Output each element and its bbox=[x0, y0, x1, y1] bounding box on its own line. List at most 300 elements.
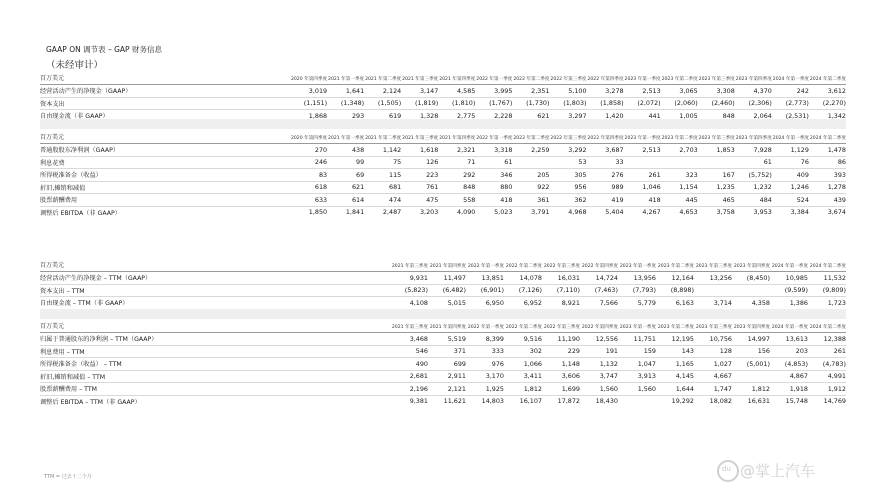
table-cell: 7,566 bbox=[599, 298, 618, 307]
table-cell: (2,773) bbox=[772, 97, 809, 110]
table-cell: 223 bbox=[401, 169, 438, 182]
table-cell: 6,952 bbox=[523, 298, 542, 307]
column-header: 2023 年第二季度 bbox=[661, 70, 698, 85]
table-cell: 11,190 bbox=[542, 333, 580, 346]
column-header: 2022 年第三季度 bbox=[549, 129, 586, 144]
table-cell: 12,164 bbox=[656, 272, 694, 285]
table-cell: (8,450) bbox=[732, 272, 770, 285]
unit-label: 百万美元 bbox=[40, 70, 290, 85]
table-cell: 9,931 bbox=[390, 272, 428, 285]
table-cell: 361 bbox=[512, 194, 549, 207]
table-cell: 1,129 bbox=[772, 144, 809, 157]
table-cell: 2,064 bbox=[753, 111, 772, 120]
table-cell: 9,381 bbox=[409, 397, 428, 406]
table-cell: 3,791 bbox=[531, 208, 550, 217]
table-cell: 33 bbox=[587, 156, 624, 169]
column-header: 2021 年第三季度 bbox=[401, 70, 438, 85]
table-cell: 1,154 bbox=[661, 181, 698, 194]
table-cell: 3,612 bbox=[809, 85, 846, 98]
column-header: 2023 年第三季度 bbox=[698, 70, 735, 85]
table-cell: 13,256 bbox=[694, 272, 732, 285]
table-cell: 3,468 bbox=[390, 333, 428, 346]
table-cell: 2,775 bbox=[457, 111, 476, 120]
column-header: 2022 年第四季度 bbox=[580, 318, 618, 333]
row-label: 股票薪酬费用 – TTM bbox=[40, 383, 390, 396]
table-cell: (1,767) bbox=[475, 97, 512, 110]
column-header: 2021 年第四季度 bbox=[438, 70, 475, 85]
row-label: 所得税准备金（收益） – TTM bbox=[40, 358, 390, 371]
table-cell: 19,292 bbox=[671, 397, 694, 406]
column-header: 2022 年第一季度 bbox=[466, 257, 504, 272]
table-row bbox=[40, 181, 846, 194]
table-cell: 4,370 bbox=[735, 85, 772, 98]
column-header: 2022 年第一季度 bbox=[466, 318, 504, 333]
column-header: 2022 年第三季度 bbox=[542, 257, 580, 272]
table-cell: (1,505) bbox=[364, 97, 401, 110]
table-cell: (4,783) bbox=[808, 358, 846, 371]
table-cell: 761 bbox=[401, 181, 438, 194]
table-cell: 5,100 bbox=[549, 85, 586, 98]
table-cell: 3,278 bbox=[587, 85, 624, 98]
row-label: 所得税准备金（收益） bbox=[40, 169, 290, 182]
column-header: 2022 年第二季度 bbox=[512, 129, 549, 144]
table-cell: 10,756 bbox=[694, 333, 732, 346]
table-cell: 15,748 bbox=[785, 397, 808, 406]
table-cell: 4,667 bbox=[694, 370, 732, 383]
row-label: 经营活动产生的净现金（GAAP） bbox=[40, 85, 290, 98]
table-cell: 203 bbox=[770, 345, 808, 358]
column-header: 2022 年第二季度 bbox=[504, 257, 542, 272]
table-cell: 6,163 bbox=[675, 298, 694, 307]
table-cell: 242 bbox=[772, 85, 809, 98]
table-cell: 1,723 bbox=[827, 298, 846, 307]
table-cell: 4,267 bbox=[642, 208, 661, 217]
table-cell: 16,031 bbox=[542, 272, 580, 285]
column-header: 2021 年第二季度 bbox=[364, 70, 401, 85]
column-header: 2024 年第一季度 bbox=[772, 129, 809, 144]
column-header: 2021 年第三季度 bbox=[390, 318, 428, 333]
table-cell: 474 bbox=[364, 194, 401, 207]
table-cell: 14,803 bbox=[481, 397, 504, 406]
table-cell: 292 bbox=[438, 169, 475, 182]
table-cell: (4,853) bbox=[770, 358, 808, 371]
table-cell: 3,019 bbox=[290, 85, 327, 98]
table-cell: 76 bbox=[772, 156, 809, 169]
unit-label: 百万美元 bbox=[40, 257, 390, 272]
column-header: 2024 年第一季度 bbox=[770, 318, 808, 333]
table-row bbox=[40, 144, 846, 157]
table-row bbox=[40, 333, 846, 346]
table-cell: 1,005 bbox=[679, 111, 698, 120]
table-cell: 4,585 bbox=[438, 85, 475, 98]
column-header: 2022 年第二季度 bbox=[512, 70, 549, 85]
table-cell: 99 bbox=[327, 156, 364, 169]
table-cell: 371 bbox=[428, 345, 466, 358]
table-cell: 1,560 bbox=[618, 383, 656, 396]
table-cell bbox=[512, 156, 549, 169]
row-label: 利息花费 bbox=[40, 156, 290, 169]
table-cell: 86 bbox=[809, 156, 846, 169]
table-cell: 490 bbox=[390, 358, 428, 371]
table-cell: 18,430 bbox=[595, 397, 618, 406]
row-label: 自由现金流（非 GAAP） bbox=[40, 113, 109, 121]
table-cell: 346 bbox=[475, 169, 512, 182]
table-cell: 558 bbox=[438, 194, 475, 207]
table-cell: 4,991 bbox=[808, 370, 846, 383]
table-cell: 13,956 bbox=[618, 272, 656, 285]
table-cell: (1,151) bbox=[290, 97, 327, 110]
table-cell: 16,107 bbox=[519, 397, 542, 406]
table-cell: 524 bbox=[772, 194, 809, 207]
table-row bbox=[40, 358, 846, 371]
table-cell: (2,072) bbox=[624, 97, 661, 110]
column-header: 2021 年第四季度 bbox=[428, 318, 466, 333]
table-cell: 3,384 bbox=[790, 208, 809, 217]
column-header: 2024 年第二季度 bbox=[808, 257, 846, 272]
table-cell: 9,516 bbox=[504, 333, 542, 346]
table-cell: 2,487 bbox=[382, 208, 402, 217]
free-cash-flow-quarterly-table bbox=[40, 70, 846, 122]
table-cell: 1,868 bbox=[308, 111, 328, 120]
table-cell: (1,810) bbox=[438, 97, 475, 110]
table-cell: 3,687 bbox=[587, 144, 624, 157]
row-label: 调整后 EBITDA – TTM（非 GAAP） bbox=[40, 398, 141, 406]
table-cell: 126 bbox=[401, 156, 438, 169]
table-cell: 1,560 bbox=[580, 383, 618, 396]
table-cell: 418 bbox=[475, 194, 512, 207]
table-cell: 2,911 bbox=[428, 370, 466, 383]
table-cell: 246 bbox=[290, 156, 327, 169]
table-cell: 3,147 bbox=[401, 85, 438, 98]
footer-note: TTM = 过去十二个月 bbox=[44, 474, 92, 480]
table-cell: (2,270) bbox=[809, 97, 846, 110]
table-cell: (2,060) bbox=[661, 97, 698, 110]
table-cell: 1,918 bbox=[770, 383, 808, 396]
table-cell: 418 bbox=[624, 194, 661, 207]
table-cell: 14,078 bbox=[504, 272, 542, 285]
table-cell: (7,110) bbox=[542, 284, 580, 297]
free-cash-flow-ttm-table bbox=[40, 257, 846, 309]
table-cell: 4,653 bbox=[679, 208, 698, 217]
table-cell: 1,246 bbox=[772, 181, 809, 194]
column-header: 2024 年第二季度 bbox=[808, 318, 846, 333]
table-cell: 2,513 bbox=[624, 85, 661, 98]
row-label: 资本支出 – TTM bbox=[40, 284, 390, 297]
table-cell: 441 bbox=[648, 111, 661, 120]
table-cell: 3,308 bbox=[698, 85, 735, 98]
table-cell: 5,779 bbox=[637, 298, 656, 307]
column-header: 2021 年第四季度 bbox=[428, 257, 466, 272]
table-cell: 1,232 bbox=[735, 181, 772, 194]
table-cell bbox=[661, 156, 698, 169]
table-cell: 3,606 bbox=[542, 370, 580, 383]
table-cell: 484 bbox=[735, 194, 772, 207]
table-cell: 75 bbox=[364, 156, 401, 169]
table-cell: 1,644 bbox=[656, 383, 694, 396]
table-cell: 1,853 bbox=[698, 144, 735, 157]
column-header: 2023 年第一季度 bbox=[618, 257, 656, 272]
table-cell: 128 bbox=[694, 345, 732, 358]
table-cell: 1,066 bbox=[504, 358, 542, 371]
table-cell: 3,747 bbox=[580, 370, 618, 383]
table-cell: 445 bbox=[661, 194, 698, 207]
row-label: 调整后 EBITDA（非 GAAP） bbox=[40, 209, 121, 217]
table-cell: 12,556 bbox=[580, 333, 618, 346]
table-cell bbox=[732, 370, 770, 383]
table-cell: 1,132 bbox=[580, 358, 618, 371]
watermark-logo-icon: du bbox=[717, 460, 739, 482]
unit-label: 百万美元 bbox=[40, 129, 290, 144]
column-header: 2021 年第二季度 bbox=[364, 129, 401, 144]
table-cell: (5,001) bbox=[732, 358, 770, 371]
table-cell: 419 bbox=[587, 194, 624, 207]
column-header: 2021 年第四季度 bbox=[438, 129, 475, 144]
table-cell: 633 bbox=[290, 194, 327, 207]
table-cell: 16,631 bbox=[747, 397, 770, 406]
page-title: GAAP ON 调节表 – GAP 财务信息 bbox=[46, 45, 162, 54]
column-header: 2023 年第一季度 bbox=[624, 129, 661, 144]
adjusted-ebitda-quarterly-table bbox=[40, 129, 846, 218]
table-cell: 83 bbox=[290, 169, 327, 182]
table-cell: 276 bbox=[587, 169, 624, 182]
table-cell: 11,532 bbox=[808, 272, 846, 285]
table-row bbox=[40, 85, 846, 98]
table-cell: (1,803) bbox=[549, 97, 586, 110]
table-cell: 546 bbox=[390, 345, 428, 358]
table-cell: 2,196 bbox=[390, 383, 428, 396]
table-cell: 4,108 bbox=[409, 298, 428, 307]
table-cell: 7,928 bbox=[735, 144, 772, 157]
table-cell: 3,714 bbox=[713, 298, 732, 307]
table-cell: (1,348) bbox=[327, 97, 364, 110]
table-cell: 1,342 bbox=[827, 111, 846, 120]
table-row bbox=[40, 194, 846, 207]
table-cell: 2,681 bbox=[390, 370, 428, 383]
table-cell: (5,823) bbox=[390, 284, 428, 297]
table-cell: 5,023 bbox=[494, 208, 513, 217]
column-header: 2022 年第一季度 bbox=[475, 129, 512, 144]
table-cell: 1,046 bbox=[624, 181, 661, 194]
table-row bbox=[40, 297, 846, 309]
table-cell: 13,613 bbox=[770, 333, 808, 346]
column-header: 2023 年第四季度 bbox=[732, 257, 770, 272]
column-header: 2023 年第二季度 bbox=[656, 257, 694, 272]
table-cell: 1,478 bbox=[809, 144, 846, 157]
table-cell: 1,278 bbox=[809, 181, 846, 194]
table-cell: 293 bbox=[351, 111, 365, 120]
column-header: 2023 年第二季度 bbox=[656, 318, 694, 333]
table-cell: 1,812 bbox=[732, 383, 770, 396]
table-cell: 1,420 bbox=[605, 111, 624, 120]
table-cell: 1,148 bbox=[542, 358, 580, 371]
column-header: 2023 年第四季度 bbox=[735, 129, 772, 144]
table-cell: 13,851 bbox=[466, 272, 504, 285]
table-cell: 261 bbox=[808, 345, 846, 358]
table-cell: 2,259 bbox=[512, 144, 549, 157]
table-cell bbox=[624, 156, 661, 169]
table-cell: 3,318 bbox=[475, 144, 512, 157]
table-cell: 3,411 bbox=[504, 370, 542, 383]
row-label: 股票薪酬费用 bbox=[40, 194, 290, 207]
table-cell: 1,912 bbox=[808, 383, 846, 396]
table-cell: (2,460) bbox=[698, 97, 735, 110]
column-header: 2024 年第二季度 bbox=[809, 70, 846, 85]
column-header: 2023 年第一季度 bbox=[618, 318, 656, 333]
table-cell: 3,674 bbox=[827, 208, 846, 217]
table-row bbox=[40, 370, 846, 383]
table-cell: 115 bbox=[364, 169, 401, 182]
table-cell: (6,901) bbox=[466, 284, 504, 297]
table-cell: 1,812 bbox=[504, 383, 542, 396]
column-header: 2022 年第三季度 bbox=[542, 318, 580, 333]
column-header: 2020 年第四季度 bbox=[290, 129, 327, 144]
column-header: 2021 年第一季度 bbox=[327, 70, 364, 85]
table-cell: 614 bbox=[327, 194, 364, 207]
table-cell: (2,306) bbox=[735, 97, 772, 110]
table-cell: 4,968 bbox=[568, 208, 587, 217]
table-cell: 18,082 bbox=[709, 397, 732, 406]
table-cell: 11,497 bbox=[428, 272, 466, 285]
table-cell: 699 bbox=[428, 358, 466, 371]
table-cell: 205 bbox=[512, 169, 549, 182]
table-cell: (7,793) bbox=[618, 284, 656, 297]
table-cell: 5,519 bbox=[428, 333, 466, 346]
row-label: 利息费用 – TTM bbox=[40, 345, 390, 358]
column-header: 2023 年第三季度 bbox=[694, 257, 732, 272]
table-row bbox=[40, 284, 846, 297]
column-header: 2021 年第三季度 bbox=[390, 257, 428, 272]
table-row bbox=[40, 156, 846, 169]
table-cell: 3,292 bbox=[549, 144, 586, 157]
table-cell: 475 bbox=[401, 194, 438, 207]
table-cell: 71 bbox=[438, 156, 475, 169]
table-cell: 61 bbox=[735, 156, 772, 169]
table-cell: (8,898) bbox=[656, 284, 694, 297]
column-header: 2023 年第四季度 bbox=[732, 318, 770, 333]
table-cell: 11,751 bbox=[618, 333, 656, 346]
table-cell: 2,513 bbox=[624, 144, 661, 157]
table-row bbox=[40, 345, 846, 358]
table-cell: 4,090 bbox=[457, 208, 476, 217]
table-cell: 11,621 bbox=[443, 397, 466, 406]
table-cell: 5,404 bbox=[605, 208, 624, 217]
table-cell: 1,328 bbox=[419, 111, 439, 120]
table-cell: (9,809) bbox=[808, 284, 846, 297]
table-cell: 619 bbox=[389, 111, 402, 120]
table-cell: 10,985 bbox=[770, 272, 808, 285]
column-header: 2024 年第二季度 bbox=[809, 129, 846, 144]
table-cell: 989 bbox=[587, 181, 624, 194]
table-cell: 5,015 bbox=[447, 298, 466, 307]
table-cell: 1,747 bbox=[694, 383, 732, 396]
column-header: 2021 年第一季度 bbox=[327, 129, 364, 144]
column-header: 2024 年第一季度 bbox=[770, 257, 808, 272]
table-cell: 1,699 bbox=[542, 383, 580, 396]
table-cell: 1,386 bbox=[789, 298, 808, 307]
table-cell: 1,841 bbox=[345, 208, 365, 217]
table-cell: 3,758 bbox=[716, 208, 735, 217]
page-subtitle: （未经审计） bbox=[46, 60, 104, 71]
table-cell: 69 bbox=[327, 169, 364, 182]
column-header: 2022 年第四季度 bbox=[587, 70, 624, 85]
table-cell: 6,950 bbox=[485, 298, 504, 307]
table-cell: 1,142 bbox=[364, 144, 401, 157]
table-cell: (1,819) bbox=[401, 97, 438, 110]
table-cell: 14,724 bbox=[580, 272, 618, 285]
table-cell: 17,872 bbox=[557, 397, 580, 406]
table-cell: 167 bbox=[698, 169, 735, 182]
column-header: 2022 年第三季度 bbox=[549, 70, 586, 85]
table-cell: 2,124 bbox=[364, 85, 401, 98]
table-cell: 3,913 bbox=[618, 370, 656, 383]
table-cell: 302 bbox=[504, 345, 542, 358]
table-cell: 848 bbox=[438, 181, 475, 194]
column-header: 2023 年第四季度 bbox=[735, 70, 772, 85]
table-cell: 1,850 bbox=[308, 208, 328, 217]
row-label: 自由现金流 – TTM（非 GAAP） bbox=[40, 300, 129, 308]
column-header: 2024 年第一季度 bbox=[772, 70, 809, 85]
table-cell: 362 bbox=[549, 194, 586, 207]
row-label: 归属于普通股东的净利润 – TTM（GAAP） bbox=[40, 333, 390, 346]
table-cell: 12,388 bbox=[808, 333, 846, 346]
column-header: 2020 年第四季度 bbox=[290, 70, 327, 85]
table-cell: 261 bbox=[624, 169, 661, 182]
table-cell: 3,170 bbox=[466, 370, 504, 383]
table-cell: 333 bbox=[466, 345, 504, 358]
table-cell: 12,195 bbox=[656, 333, 694, 346]
table-row bbox=[40, 272, 846, 285]
table-cell: 922 bbox=[512, 181, 549, 194]
table-cell: 393 bbox=[809, 169, 846, 182]
table-cell: 465 bbox=[698, 194, 735, 207]
table-cell: 270 bbox=[290, 144, 327, 157]
table-cell: 2,121 bbox=[428, 383, 466, 396]
table-cell: 681 bbox=[364, 181, 401, 194]
table-cell bbox=[698, 156, 735, 169]
column-header: 2022 年第四季度 bbox=[587, 129, 624, 144]
table-cell: 4,867 bbox=[770, 370, 808, 383]
table-cell: (1,858) bbox=[587, 97, 624, 110]
table-row bbox=[40, 395, 846, 407]
watermark-text: @掌上汽车 bbox=[740, 462, 816, 480]
table-cell: 880 bbox=[475, 181, 512, 194]
table-row bbox=[40, 97, 846, 110]
table-cell: 956 bbox=[549, 181, 586, 194]
table-cell bbox=[618, 395, 656, 407]
table-cell: (7,126) bbox=[504, 284, 542, 297]
table-cell: 1,925 bbox=[466, 383, 504, 396]
table-cell: 3,065 bbox=[661, 85, 698, 98]
table-cell: 143 bbox=[656, 345, 694, 358]
column-header: 2023 年第一季度 bbox=[624, 70, 661, 85]
table-cell: 4,358 bbox=[751, 298, 770, 307]
table-cell: (2,531) bbox=[785, 111, 809, 120]
table-cell: 14,997 bbox=[732, 333, 770, 346]
table-cell: 1,165 bbox=[656, 358, 694, 371]
table-cell: 621 bbox=[327, 181, 364, 194]
table-cell: 191 bbox=[580, 345, 618, 358]
unit-label: 百万美元 bbox=[40, 318, 390, 333]
table-row bbox=[40, 110, 846, 122]
table-cell: 1,618 bbox=[401, 144, 438, 157]
table-cell: (9,599) bbox=[770, 284, 808, 297]
table-cell: 1,047 bbox=[618, 358, 656, 371]
table-row bbox=[40, 383, 846, 396]
table-row bbox=[40, 169, 846, 182]
table-cell: 3,995 bbox=[475, 85, 512, 98]
row-label: 折旧,摊销和减值 bbox=[40, 181, 290, 194]
column-header: 2022 年第一季度 bbox=[475, 70, 512, 85]
